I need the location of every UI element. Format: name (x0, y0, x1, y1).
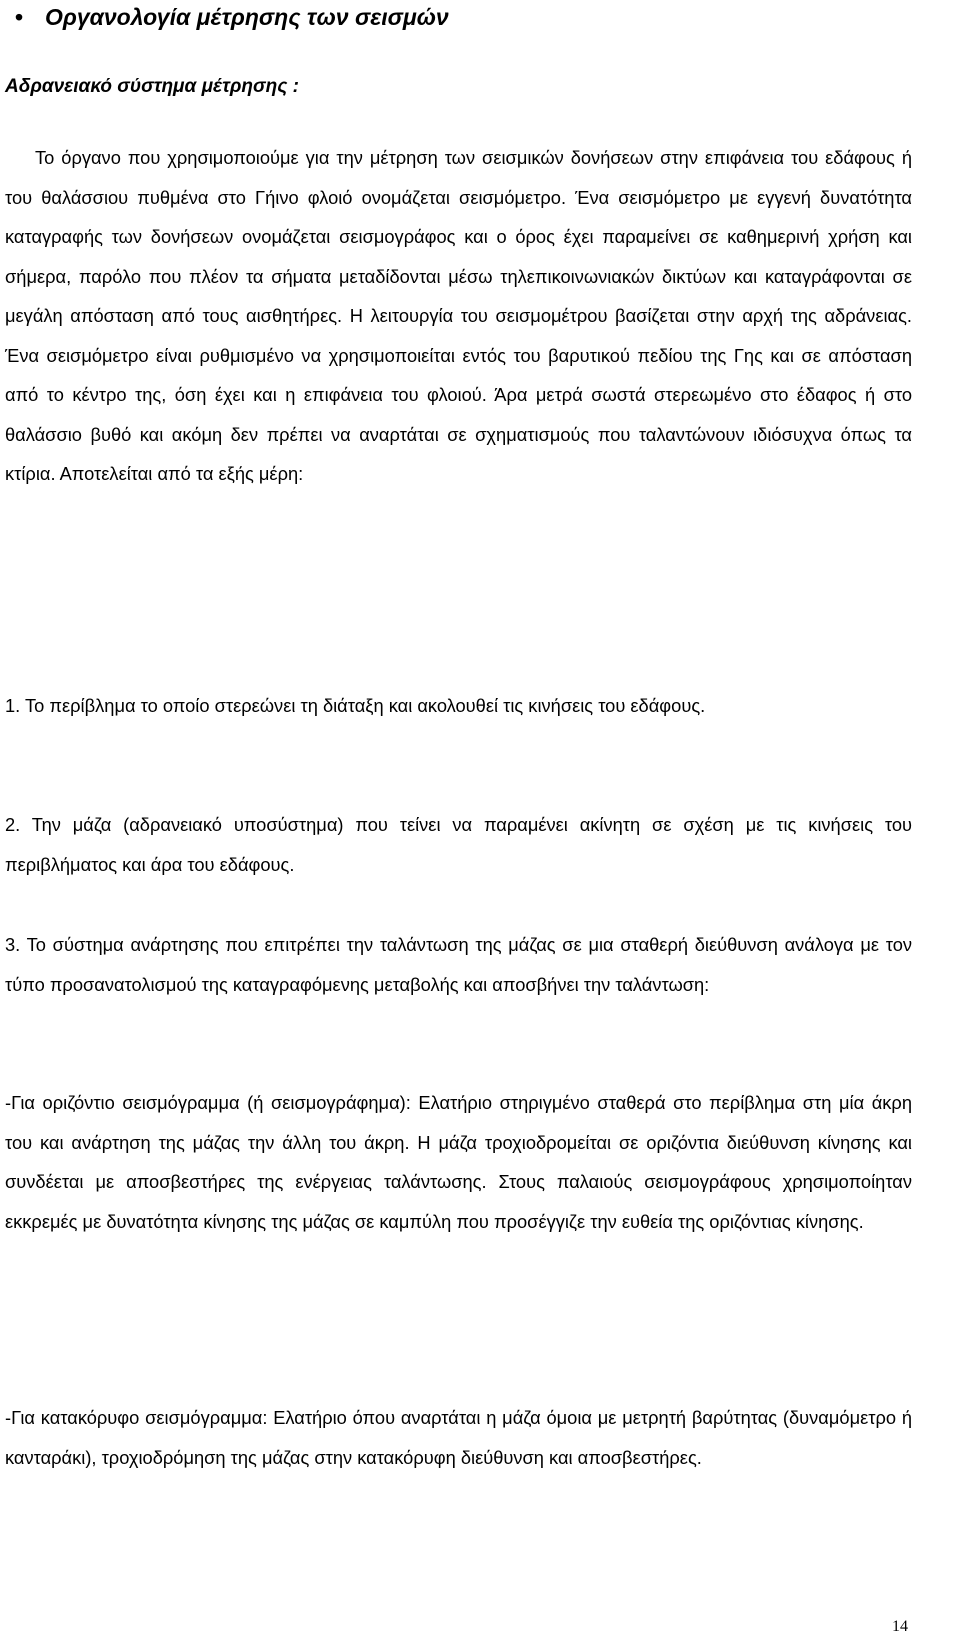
page-number: 14 (892, 1618, 908, 1635)
subsection-heading: Αδρανειακό σύστημα μέτρησης : (5, 76, 299, 97)
bullet-icon: • (15, 4, 24, 30)
vertical-seismogram-paragraph: -Για κατακόρυφο σεισμόγραμμα: Ελατήριο όπου αναρτάται η μάζα όμοια με μετρητή βαρύτητας (δυναμόμετρο ή κανταράκι), τροχιοδρόμηση της μάζας στην κατακόρυφη διεύθυνση και αποσβεστήρες. (5, 1407, 912, 1468)
list-item-suspension: 3. Το σύστημα ανάρτησης που επιτρέπει την ταλάντωση της μάζας σε μια σταθερή διεύθυνση ανάλογα με τον τύπο προσανατολισμού της καταγραφόμενης μεταβολής και αποσβήνει την ταλάντωση: (5, 934, 912, 995)
intro-paragraph: Το όργανο που χρησιμοποιούμε για την μέτρηση των σεισμικών δονήσεων στην επιφάνεια του εδάφους ή του θαλάσσιου πυθμένα στο Γήινο φλοιό ονομάζεται σεισμόμετρο. Ένα σεισμόμετρο με εγγενή δυνατότητα καταγραφής των δονήσεων ονομάζεται σεισμογράφος και ο όρος έχει παραμείνει σε καθημερινή χρήση και σήμερα, παρόλο που πλέον τα σήματα μεταδίδονται μέσω τηλεπικοινωνιακών δικτύων και καταγράφονται σε μεγάλη απόσταση από τους αισθητήρες. Η λειτουργία του σεισμομέτρου βασίζεται στην αρχή της αδράνειας. Ένα σεισμόμετρο είναι ρυθμισμένο να χρησιμοποιείται εντός του βαρυτικού πεδίου της Γης και σε απόσταση από το κέντρο της, όση έχει και η επιφάνεια του φλοιού. Άρα μετρά σωστά στερεωμένο στο έδαφος ή στο θαλάσσιο βυθό και ακόμη δεν πρέπει να αναρτάται σε σχηματισμούς που ταλαντώνουν ιδιόσυχνα όπως τα κτίρια. Αποτελείται από τα εξής μέρη: (5, 147, 912, 484)
list-item-mass: 2. Την μάζα (αδρανειακό υποσύστημα) που τείνει να παραμένει ακίνητη σε σχέση με τις κινήσεις του περιβλήματος και άρα του εδάφους. (5, 814, 912, 875)
section-title (15, 0, 449, 34)
list-item-housing: 1. Το περίβλημα το οποίο στερεώνει τη διάταξη και ακολουθεί τις κινήσεις του εδάφους. (5, 695, 706, 716)
section-title-text: Οργανολογία μέτρησης των σεισμών (45, 4, 449, 30)
horizontal-seismogram-paragraph: -Για οριζόντιο σεισμόγραμμα (ή σεισμογράφημα): Ελατήριο στηριγμένο σταθερά στο περίβλημα στη μία άκρη του και ανάρτηση της μάζας την άλλη του άκρη. Η μάζα τροχιοδρομείται σε οριζόντια διεύθυνση κίνησης και συνδέεται με αποσβεστήρες της ενέργειας ταλάντωσης. Στους παλαιούς σεισμογράφους χρησιμοποίηταν εκκρεμές με δυνατότητα κίνησης της μάζας σε καμπύλη που προσέγγιζε την ευθεία της οριζόντιας κίνησης. (5, 1092, 912, 1232)
